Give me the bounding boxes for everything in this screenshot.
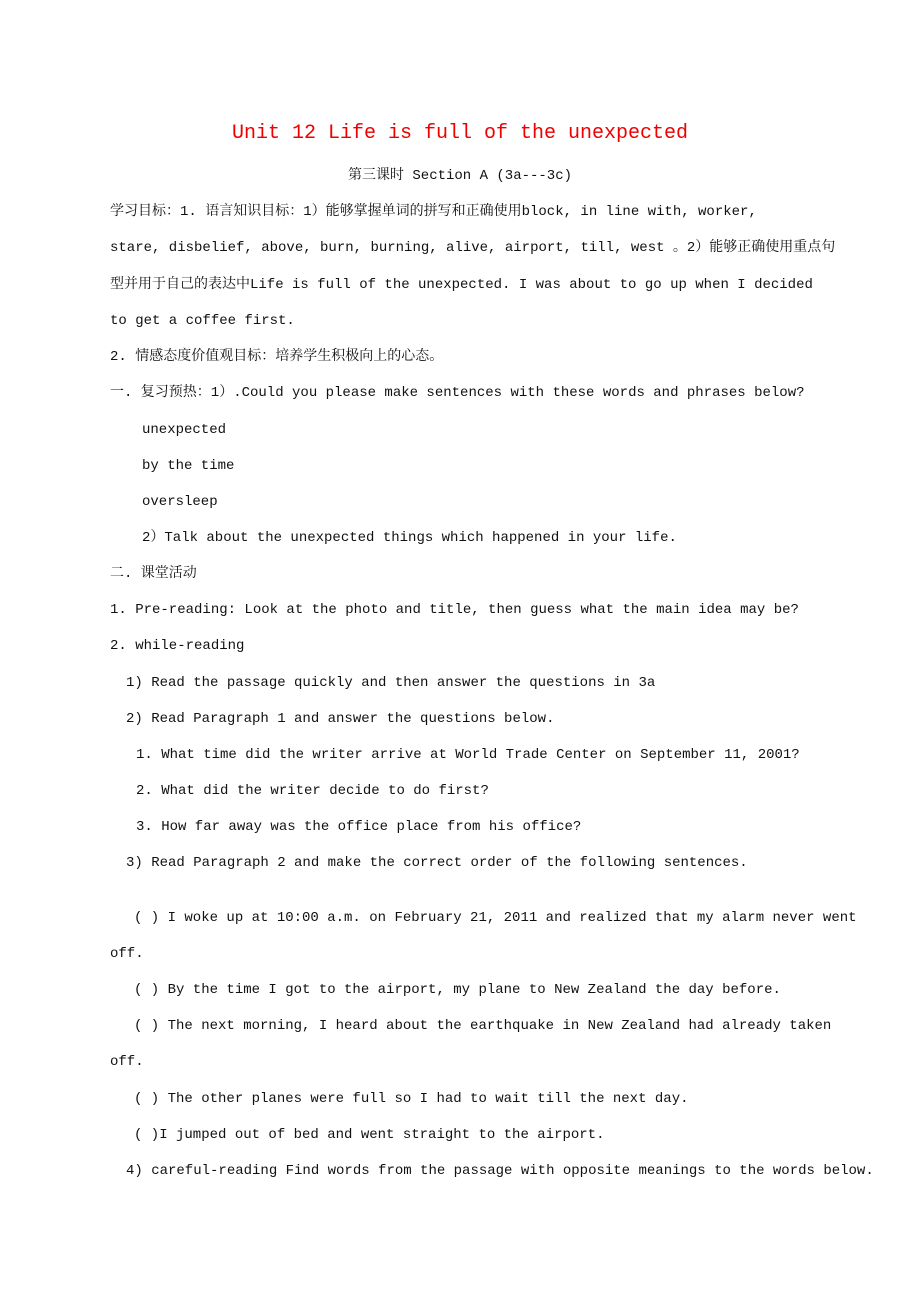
order-item-continued: off. [110,946,144,962]
order-item: ( )I jumped out of bed and went straight to the airport. [134,1127,605,1143]
order-item: ( ) I woke up at 10:00 a.m. on February 21, 2011 and realized that my alarm never went [134,910,857,926]
activities-heading: 二. 课堂活动 [110,566,197,582]
question: 3. How far away was the office place from his office? [136,819,582,835]
objective-line: to get a coffee first. [110,313,295,329]
step-3: 3) Read Paragraph 2 and make the correct order of the following sentences. [126,855,748,871]
review-heading: 一. 复习预热：1）.Could you please make sentences with these words and phrases below? [110,385,805,401]
document-title: Unit 12 Life is full of the unexpected [231,122,689,145]
while-reading: 2. while-reading [110,638,245,654]
order-item: ( ) By the time I got to the airport, my plane to New Zealand the day before. [134,982,781,998]
review-word: by the time [142,458,235,474]
step-4: 4) careful-reading Find words from the passage with opposite meanings to the words below. [126,1163,874,1179]
question: 1. What time did the writer arrive at World Trade Center on September 11, 2001? [136,747,800,763]
objective-line: 学习目标：1. 语言知识目标：1）能够掌握单词的拼写和正确使用block, in line with, worker, [110,204,757,220]
order-item: ( ) The other planes were full so I had to wait till the next day. [134,1091,689,1107]
review-word: oversleep [142,494,218,510]
objective-line: stare, disbelief, above, burn, burning, alive, airport, till, west 。2）能够正确使用重点句 [110,240,836,256]
step-2: 2) Read Paragraph 1 and answer the questions below. [126,711,555,727]
document-subtitle: 第三课时 Section A (3a---3c) [347,168,573,184]
order-item-continued: off. [110,1054,144,1070]
objective-line: 2. 情感态度价值观目标：培养学生积极向上的心态。 [110,349,444,365]
order-item: ( ) The next morning, I heard about the earthquake in New Zealand had already taken [134,1018,832,1034]
review-word: unexpected [142,422,227,438]
objective-line: 型并用于自己的表达中Life is full of the unexpected. I was about to go up when I decided [110,277,813,293]
question: 2. What did the writer decide to do first? [136,783,489,799]
step-1: 1) Read the passage quickly and then answer the questions in 3a [126,675,656,691]
pre-reading: 1. Pre-reading: Look at the photo and title, then guess what the main idea may be? [110,602,799,618]
review-task: 2）Talk about the unexpected things which happened in your life. [142,530,677,546]
